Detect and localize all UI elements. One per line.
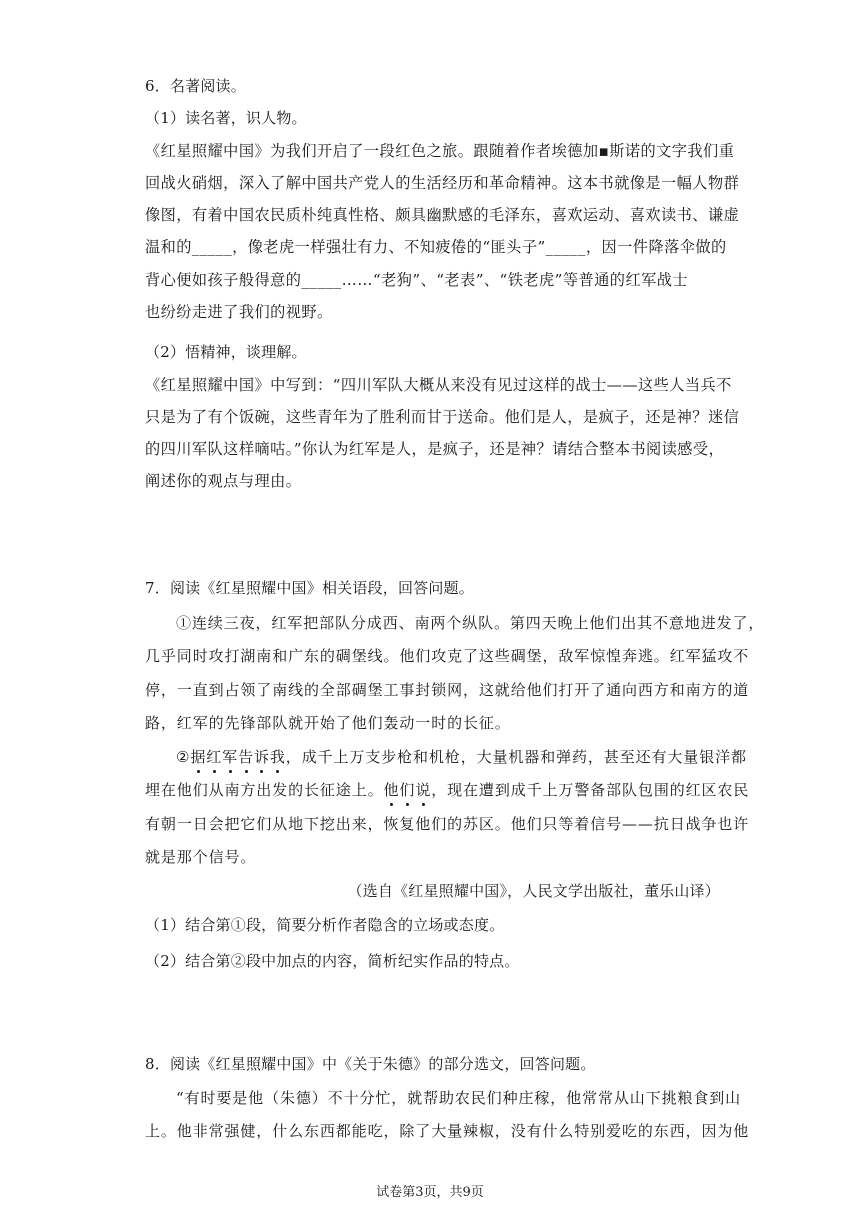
q6-sub2: （2）悟精神，谈理解。 — [145, 343, 307, 361]
q7-passage2-line2 — [145, 780, 749, 800]
q7-passage2-line1 — [176, 747, 747, 767]
q6-para2-line: 《红星照耀中国》中写到：“四川军队大概从来没有见过这样的战士——这些人当兵不 — [145, 376, 732, 394]
emphasis-dot-char: 据 — [190, 748, 207, 766]
q7-passage1-line: 路，红军的先锋部队就开始了他们轰动一时的长征。 — [145, 714, 511, 732]
emphasis-dot-char: 他 — [383, 781, 400, 799]
q6-sub1: （1）读名著，识人物。 — [145, 109, 307, 127]
emphasis-dot-char: 我 — [269, 748, 286, 766]
page-footer: 试卷第3页，共9页 — [376, 1185, 484, 1200]
q6-para1-line: 像图，有着中国农民质朴纯真性格、颇具幽默感的毛泽东，喜欢运动、喜欢读书、谦虚 — [145, 206, 740, 224]
q7-title: 7．阅读《红星照耀中国》相关语段，回答问题。 — [145, 579, 474, 597]
q7-passage1-line: ①连续三夜，红军把部队分成西、南两个纵队。第四天晚上他们出其不意地进发了， — [176, 614, 765, 632]
q6-para2-line: 只是为了有个饭碗，这些青年为了胜利而甘于送命。他们是人，是疯子，还是神？迷信 — [145, 408, 740, 426]
q8-passage-line: “有时要是他（朱德）不十分忙，就帮助农民们种庄稼，他常常从山下挑粮食到山 — [176, 1089, 742, 1107]
q6-para2-line: 阐述你的观点与理由。 — [145, 472, 302, 490]
q6-para2-line: 的四川军队这样嘀咕。”你认为红军是人，是疯子，还是神？请结合整本书阅读感受， — [145, 440, 725, 458]
q7-question2: （2）结合第②段中加点的内容，简析纪实作品的特点。 — [145, 952, 520, 970]
q6-para1-line: 也纷纷走进了我们的视野。 — [145, 303, 333, 321]
q6-para1-line: 背心便如孩子般得意的_____……“老狗”、“老表”、“铁老虎”等普通的红军战士 — [145, 271, 688, 289]
q7-passage2-line2-prefix: 埋在他们从南方出发的长征途上。 — [145, 781, 384, 799]
emphasis-dot-char: 告 — [238, 748, 254, 766]
emphasis-dot-char: 军 — [222, 748, 239, 766]
emphasis-dot-char: 说 — [415, 781, 432, 799]
q7-passage1-line: 停，一直到占领了南线的全部碉堡工事封锁网，这就给他们打开了通向西方和南方的道 — [145, 681, 750, 699]
q6-para1-line: 温和的_____，像老虎一样强壮有力、不知疲倦的“匪头子”_____，因一件降落伞做的 — [145, 238, 727, 256]
q6-title: 6．名著阅读。 — [145, 77, 246, 95]
q8-passage-line: 上。他非常强健，什么东西都能吃，除了大量辣椒，没有什么特别爱吃的东西，因为他 — [145, 1122, 750, 1140]
q7-source: （选自《红星照耀中国》，人民文学出版社，董乐山译） — [347, 882, 720, 900]
emphasis-dot-char: 诉 — [253, 748, 270, 766]
q7-passage2-line: 就是那个信号。 — [145, 848, 257, 866]
q6-para1-line: 《红星照耀中国》为我们开启了一段红色之旅。跟随着作者埃德加▪斯诺的文字我们重 — [145, 142, 735, 160]
q7-question1: （1）结合第①段，简要分析作者隐含的立场或态度。 — [145, 916, 505, 934]
q7-passage2-line1-rest: ，成千上万支步枪和机枪，大量机器和弹药，甚至还有大量银洋都 — [285, 748, 747, 766]
q7-passage2-line2-rest: ，现在遭到成千上万警备部队包围的红区农民 — [431, 781, 750, 799]
q7-passage1-line: 几乎同时攻打湖南和广东的碉堡线。他们攻克了这些碉堡，敌军惊惶奔逃。红军猛攻不 — [145, 647, 750, 665]
emphasis-dot-char: 红 — [206, 748, 223, 766]
q7-passage2-line: 有朝一日会把它们从地下挖出来，恢复他们的苏区。他们只等着信号——抗日战争也许 — [145, 815, 750, 833]
q6-para1-line: 回战火硝烟，深入了解中国共产党人的生活经历和革命精神。这本书就像是一幅人物群 — [145, 174, 740, 192]
q8-title: 8．阅读《红星照耀中国》中《关于朱德》的部分选文，回答问题。 — [145, 1055, 596, 1073]
emphasis-dot-char: 们 — [399, 781, 416, 799]
q7-passage2-prefix: ② — [176, 748, 191, 766]
